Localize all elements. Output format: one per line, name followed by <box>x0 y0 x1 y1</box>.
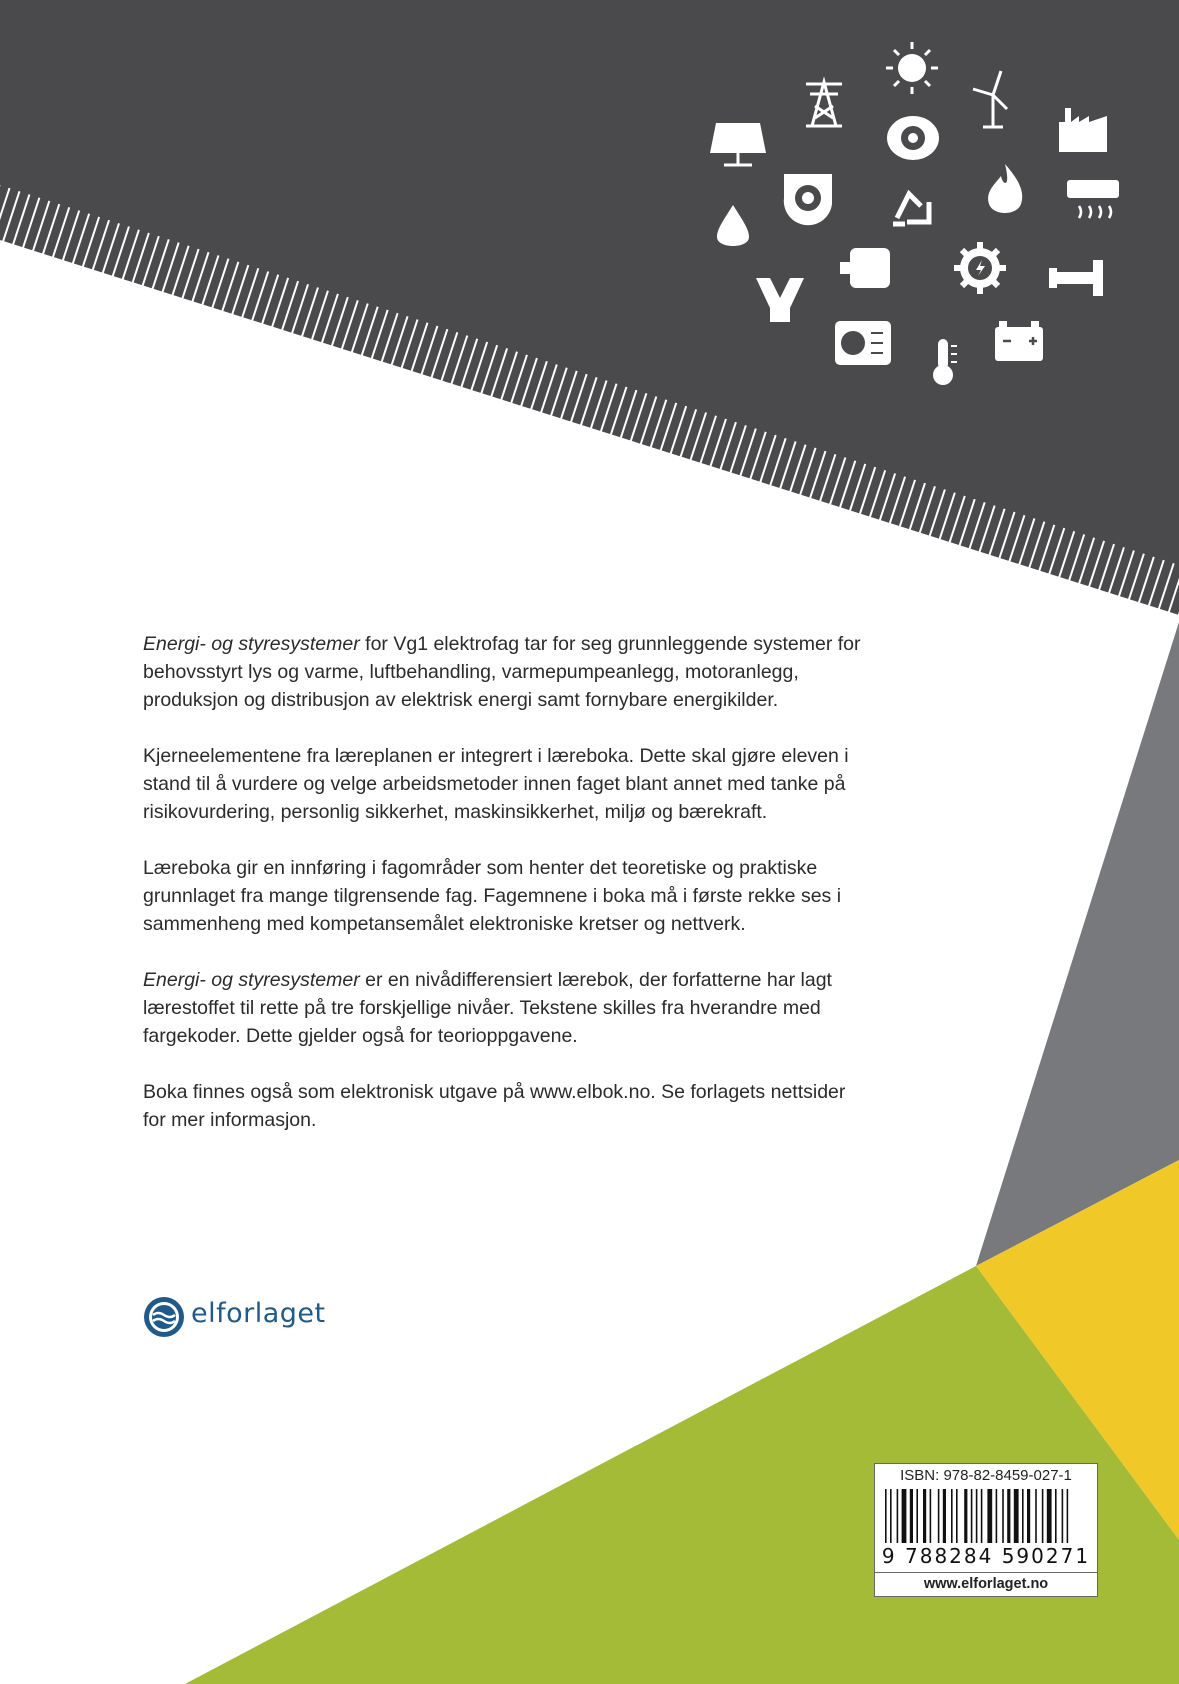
barcode-bar <box>1022 1489 1024 1543</box>
flame-icon <box>988 164 1022 213</box>
barcode-bar <box>890 1489 892 1543</box>
barcode-bar <box>938 1489 940 1543</box>
publisher-logo <box>143 1296 343 1340</box>
blurb-paragraph-5: Boka finnes også som elektronisk utgave på www.elbok.no. Se forlagets nettsider for mer informasjon. <box>143 1081 846 1131</box>
electric-motor-icon <box>840 248 890 288</box>
sun-icon <box>886 42 938 94</box>
barcode-bar <box>976 1489 978 1543</box>
barcode-bar <box>1002 1489 1004 1543</box>
heat-pump-icon <box>835 321 891 365</box>
barcode-bar <box>1014 1489 1019 1543</box>
blurb-paragraph-2: Kjerneelementene fra læreplanen er integrert i læreboka. Dette skal gjøre eleven i stand til å vurdere og velge arbeidsmetoder innen faget blant annet med tanke på risikovurdering, personlig sikkerhet, maskinsikkerhet, miljø og bærekraft. <box>143 745 849 823</box>
pipe-icon <box>1049 260 1103 296</box>
barcode-bar <box>930 1489 932 1543</box>
barcode-bar <box>1062 1489 1064 1543</box>
turbine-icon <box>887 116 939 160</box>
barcode-bar <box>1035 1489 1037 1543</box>
barcode-bar <box>987 1489 992 1543</box>
air-conditioner-icon <box>1067 180 1119 218</box>
barcode-number: 9 788284 590271 <box>881 1544 1091 1568</box>
barcode-bar <box>916 1489 918 1543</box>
book-title: Energi- og styresystemer <box>143 969 360 991</box>
isbn-barcode <box>874 1463 1098 1597</box>
barcode-bar <box>897 1489 899 1543</box>
recycle-icon <box>893 194 929 224</box>
barcode-bar <box>956 1489 958 1543</box>
barcode-bar <box>943 1489 946 1543</box>
thermometer-icon <box>933 339 957 385</box>
wind-turbine-icon <box>973 71 1007 127</box>
engine-icon <box>756 278 804 322</box>
barcode-bar <box>996 1489 998 1543</box>
barcode-bar <box>971 1489 973 1543</box>
isbn-label: ISBN: 978-82-8459-027-1 <box>900 1467 1072 1484</box>
barcode-bar <box>1055 1489 1057 1543</box>
publisher-name: elforlaget <box>191 1298 326 1329</box>
power-tower-icon <box>806 82 842 126</box>
factory-icon <box>1059 108 1107 152</box>
barcode-bar <box>1067 1489 1069 1543</box>
solar-panel-icon <box>710 123 766 165</box>
barcode-bar <box>1047 1489 1052 1543</box>
barcode-bar <box>1027 1489 1030 1543</box>
power-gear-icon <box>954 242 1006 294</box>
fan-icon <box>784 174 832 225</box>
barcode-bar <box>951 1489 953 1543</box>
barcode-bar <box>885 1489 887 1543</box>
barcode-bar <box>923 1489 926 1543</box>
elforlaget-logo-icon <box>143 1296 185 1338</box>
barcode-bar <box>1042 1489 1044 1543</box>
barcode-bars <box>885 1489 1087 1543</box>
water-drop-icon <box>717 205 749 246</box>
gray-side-band <box>976 622 1179 1266</box>
barcode-bar <box>902 1489 907 1543</box>
blurb-paragraph-4: Energi- og styresystemer er en nivådifferensiert lærebok, der forfatterne har lagt lærestoffet til rette på tre forskjellige nivåer. Tekstene skilles fra hverandre med fargekoder. Dette gjelder også for teorioppgavene. <box>143 969 832 1047</box>
barcode-bar <box>981 1489 983 1543</box>
battery-icon <box>995 321 1043 361</box>
barcode-bar <box>1007 1489 1010 1543</box>
back-cover-blurb <box>143 630 863 1162</box>
barcode-bar <box>910 1489 913 1543</box>
barcode-bar <box>964 1489 967 1543</box>
blurb-paragraph-3: Læreboka gir en innføring i fagområder som henter det teoretiske og praktiske grunnlaget fra mange tilgrensende fag. Fagemnene i boka må i første rekke ses i sammenheng med kompetansemålet elektroniske kretser og nettverk. <box>143 857 842 935</box>
energy-icons <box>0 0 1179 400</box>
publisher-url: www.elforlaget.no <box>875 1572 1097 1596</box>
blurb-paragraph-1: Energi- og styresystemer for Vg1 elektrofag tar for seg grunnleggende systemer for behovsstyrt lys og varme, luftbehandling, varmepumpeanlegg, motoranlegg, produksjon og distribusjon av elektrisk energi samt fornybare energikilder. <box>143 633 861 711</box>
book-title: Energi- og styresystemer <box>143 633 360 655</box>
